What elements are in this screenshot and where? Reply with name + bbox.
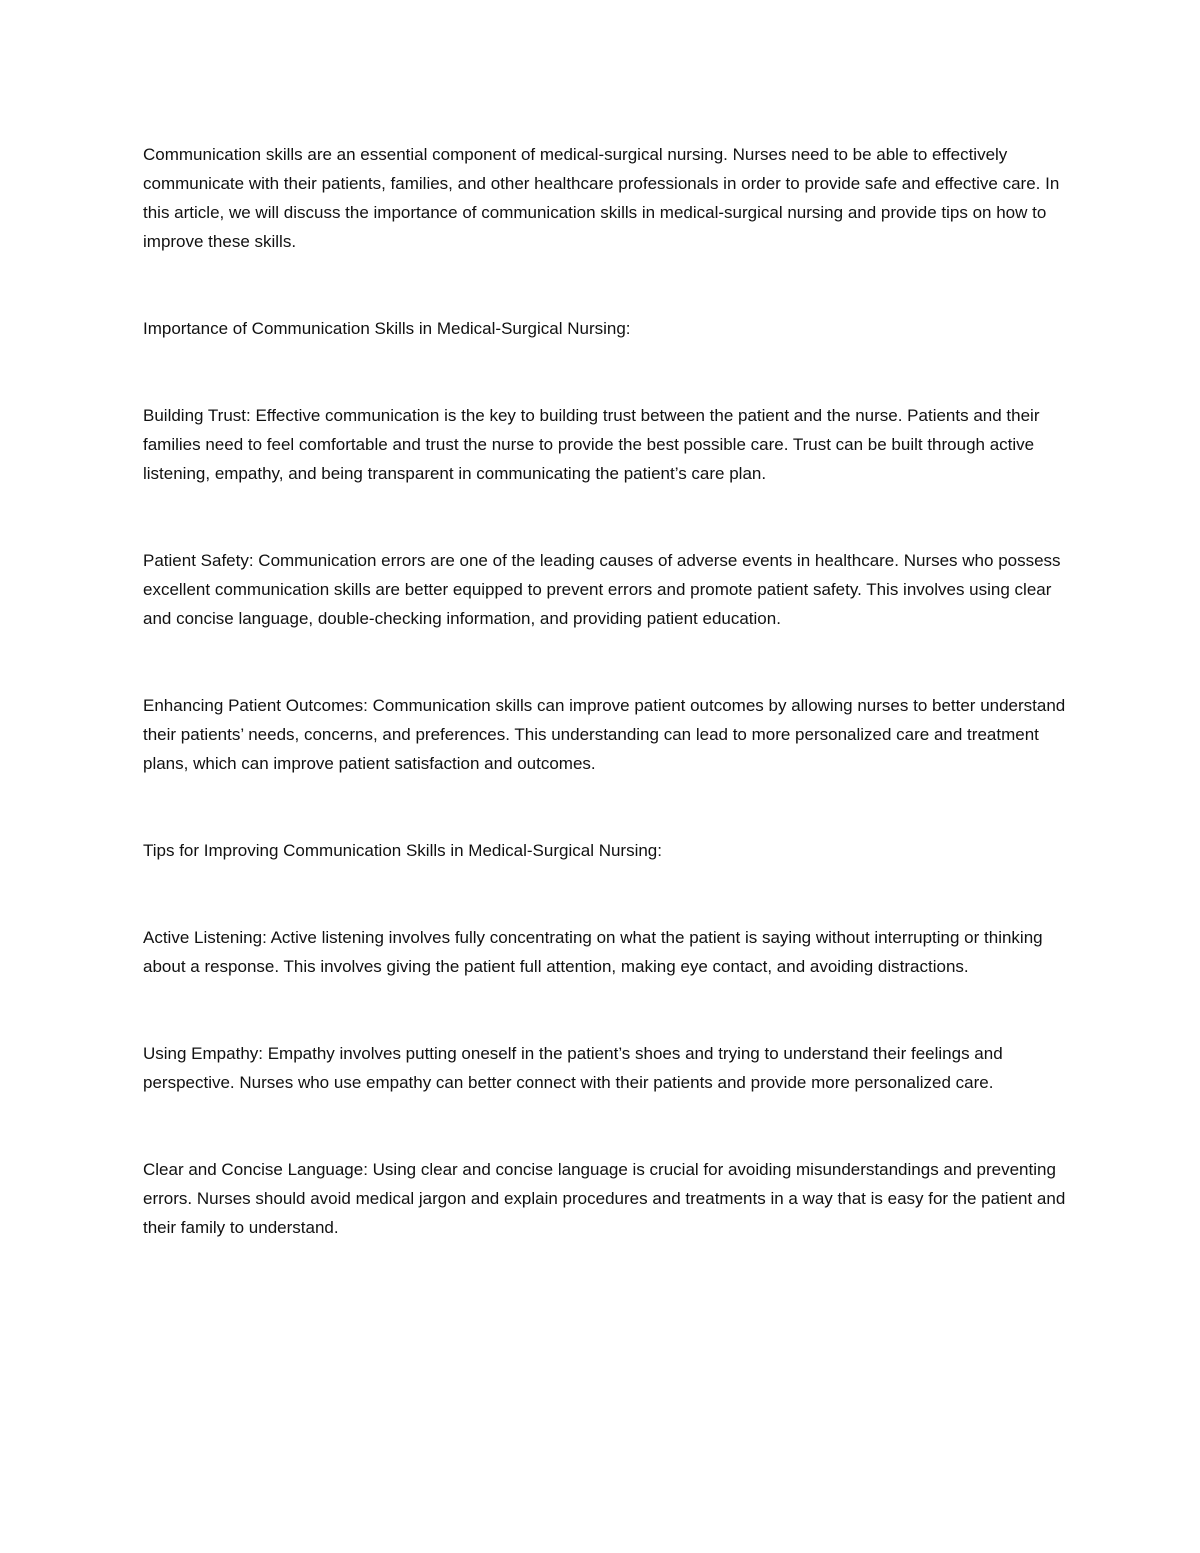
paragraph-using-empathy: Using Empathy: Empathy involves putting oneself in the patient’s shoes and trying to understand their feelings and perspective. Nurses who use empathy can better connect with their patients and provide more personalized care. bbox=[143, 1044, 1003, 1092]
importance-heading: Importance of Communication Skills in Medical-Surgical Nursing: bbox=[143, 319, 631, 338]
paragraph-enhancing-outcomes: Enhancing Patient Outcomes: Communication skills can improve patient outcomes by allowing nurses to better understand their patients’ needs, concerns, and preferences. This understanding can lead to more personalized care and treatment plans, which can improve patient satisfaction and outcomes. bbox=[143, 696, 1066, 773]
document-body bbox=[143, 140, 1073, 1242]
intro-paragraph: Communication skills are an essential component of medical-surgical nursing. Nurses need to be able to effectively communicate with their patients, families, and other healthcare professionals in order to provide safe and effective care. In this article, we will discuss the importance of communication skills in medical-surgical nursing and provide tips on how to improve these skills. bbox=[143, 145, 1060, 251]
paragraph-clear-language: Clear and Concise Language: Using clear and concise language is crucial for avoiding misunderstandings and preventing errors. Nurses should avoid medical jargon and explain procedures and treatments in a way that is easy for the patient and their family to understand. bbox=[143, 1160, 1066, 1237]
paragraph-active-listening: Active Listening: Active listening involves fully concentrating on what the patient is saying without interrupting or thinking about a response. This involves giving the patient full attention, making eye contact, and avoiding distractions. bbox=[143, 928, 1043, 976]
paragraph-building-trust: Building Trust: Effective communication is the key to building trust between the patient and the nurse. Patients and their families need to feel comfortable and trust the nurse to provide the best possible care. Trust can be built through active listening, empathy, and being transparent in communicating the patient’s care plan. bbox=[143, 406, 1040, 483]
paragraph-patient-safety: Patient Safety: Communication errors are one of the leading causes of adverse events in healthcare. Nurses who possess excellent communication skills are better equipped to prevent errors and promote patient safety. This involves using clear and concise language, double-checking information, and providing patient education. bbox=[143, 551, 1061, 628]
tips-heading: Tips for Improving Communication Skills in Medical-Surgical Nursing: bbox=[143, 841, 662, 860]
